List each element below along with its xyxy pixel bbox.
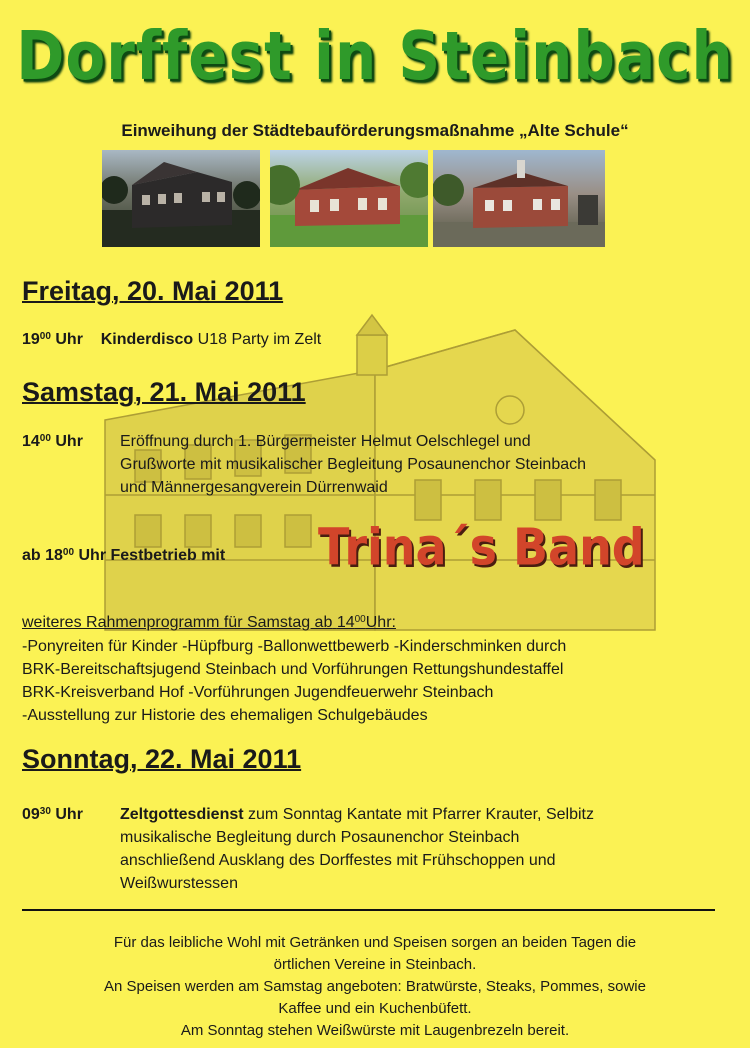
saturday-rahmen-line-4: -Ausstellung zur Historie des ehemaligen Schulgebäudes (22, 707, 428, 724)
photo-school-renovated (433, 150, 605, 247)
sunday-line-2: anschließend Ausklang des Dorffestes mit Frühschoppen und (120, 852, 556, 869)
friday-time: $19^{00}$ Uhr (22, 331, 83, 348)
saturday-festbetrieb: ab $18^{00}$ Uhr Festbetrieb mit (22, 547, 226, 564)
photo-school-summer (270, 150, 428, 247)
sunday-line-3: Weißwurstessen (120, 875, 238, 892)
heading-saturday: Samstag, 21. Mai 2011 (22, 377, 306, 407)
friday-event-details: U18 Party im Zelt (197, 331, 322, 348)
friday-event-title: Kinderdisco (100, 331, 194, 348)
saturday-opening-line-1: Eröffnung durch 1. Bürgermeister Helmut Oelschlegel und (120, 433, 531, 450)
footer-line-5: Am Sonntag stehen Weißwürste mit Laugenbrezeln bereit. (180, 1022, 570, 1039)
sunday-time: $09^{30}$ Uhr (22, 806, 83, 823)
photo-school-winter (102, 150, 260, 247)
band-logo-text: Trina´s Band (318, 517, 645, 577)
saturday-opening-line-3: und Männergesangverein Dürrenwaid (120, 479, 388, 496)
footer-line-3: An Speisen werden am Samstag angeboten: Bratwürste, Steaks, Pommes, sowie (104, 978, 646, 995)
saturday-rahmen-heading: weiteres Rahmenprogramm für Samstag ab $14^{00}Uhr$: (22, 614, 396, 631)
sunday-event (120, 804, 594, 826)
footer-catering-info (30, 932, 720, 1042)
saturday-opening-line-2: Grußworte mit musikalischer Begleitung Posaunenchor Steinbach (120, 456, 587, 473)
saturday-rahmen-line-1: -Ponyreiten für Kinder -Hüpfburg -Ballonwettbewerb -Kinderschminken durch (22, 638, 567, 655)
footer-line-2: örtlichen Vereine in Steinbach. (273, 956, 477, 973)
friday-event (22, 329, 321, 351)
footer-divider (22, 909, 715, 911)
heading-friday: Freitag, 20. Mai 2011 (22, 276, 284, 306)
footer-line-4: Kaffee und ein Kuchenbüfett. (278, 1000, 472, 1017)
sunday-event-title: Zeltgottesdienst (120, 806, 244, 823)
heading-sunday: Sonntag, 22. Mai 2011 (22, 744, 302, 774)
saturday-rahmen-line-3: BRK-Kreisverband Hof -Vorführungen Jugendfeuerwehr Steinbach (22, 684, 494, 701)
poster-title: Dorffest in Steinbach (16, 16, 734, 96)
footer-line-1: Für das leibliche Wohl mit Getränken und Speisen sorgen an beiden Tagen die (113, 934, 637, 951)
saturday-rahmen-line-2: BRK-Bereitschaftsjugend Steinbach und Vorführungen Rettungshundestaffel (22, 661, 564, 678)
poster-subtitle: Einweihung der Städtebauförderungsmaßnahme „Alte Schule“ (121, 121, 629, 140)
saturday-opening-time: $14^{00}$ Uhr (22, 433, 83, 450)
sunday-event-details: zum Sonntag Kantate mit Pfarrer Krauter, Selbitz (248, 806, 594, 823)
sunday-line-1: musikalische Begleitung durch Posaunenchor Steinbach (120, 829, 520, 846)
